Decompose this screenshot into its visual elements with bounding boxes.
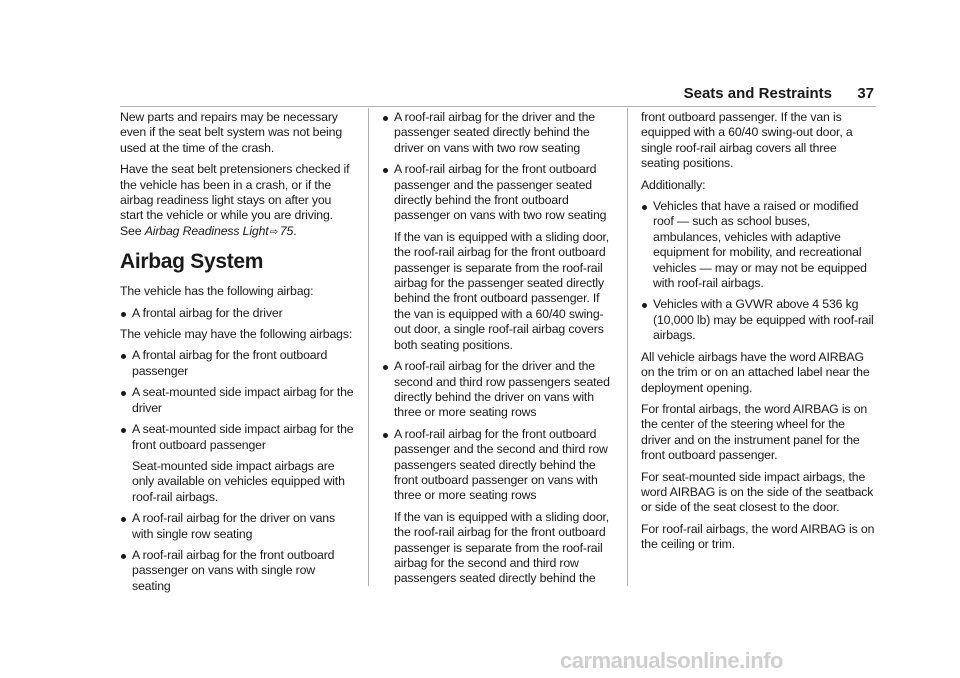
section-heading: Airbag System [120,250,264,274]
page-reference-icon: ⇨ [269,226,278,238]
page-header [683,85,876,105]
column-divider-1 [368,108,369,586]
watermark: carmanualsonline.info [560,648,783,673]
page-reference-number[interactable]: 75 [279,223,294,238]
paragraph: For frontal airbags, the word AIRBAG is on the center of the steering wheel for the driver and on the instrument panel for the front outboard passenger. [641,401,868,463]
bullet-list [120,348,355,452]
list-item-note: If the van is equipped with a sliding door, the roof-rail airbag for the front outboard passenger is separate from the roof-rail airbag for the second and third row passengers seated directly behind the [394,509,610,586]
cross-reference-link[interactable]: Airbag Readiness Light [144,223,269,238]
paragraph: Additionally: [641,177,706,192]
list-item: A roof-rail airbag for the driver and the passenger seated directly behind the driver on vans with two row seating [382,110,617,156]
column-1 [120,110,355,600]
paragraph: Have the seat belt pretensioners checked if the vehicle has been in a crash, or if the airbag readiness light stays on after you start the vehicle or while you are driving. See Airbag Readiness Light⇨ 75. [120,162,355,240]
list-item: A roof-rail airbag for the driver on vans with single row seating [120,511,355,542]
list-item: A roof-rail airbag for the front outboard passenger and the passenger seated directly behind the front outboard passenger on vans with two row seating [382,162,617,224]
column-2 [382,110,617,593]
header-rule [120,106,876,107]
paragraph: New parts and repairs may be necessary even if the seat belt system was not being used at the time of the crash. [120,110,343,155]
list-item: A seat-mounted side impact airbag for the driver [120,385,355,416]
list-item: A frontal airbag for the front outboard passenger [120,348,355,379]
list-item-note: Seat-mounted side impact airbags are only available on vehicles equipped with roof-rail airbags. [132,458,345,504]
bullet-list [641,199,876,344]
bullet-list [120,306,355,321]
bullet-list [382,359,617,504]
bullet-list [120,511,355,594]
paragraph: All vehicle airbags have the word AIRBAG on the trim or on an attached label near the deployment opening. [641,349,870,395]
section-title: Seats and Restraints [683,85,832,102]
bullet-list [382,110,617,224]
page-number: 37 [857,85,874,102]
list-item: A roof-rail airbag for the front outboard passenger on vans with single row seating [120,548,355,594]
list-item: A seat-mounted side impact airbag for the front outboard passenger [120,422,355,453]
list-item: Vehicles with a GVWR above 4 536 kg (10,000 lb) may be equipped with roof-rail airbags. [641,297,876,343]
paragraph: For roof-rail airbags, the word AIRBAG is on the ceiling or trim. [641,521,875,552]
paragraph: The vehicle may have the following airbags: [120,327,353,342]
list-item-note: If the van is equipped with a sliding door, the roof-rail airbag for the front outboard passenger is separate from the roof-rail airbag for the passenger seated directly behind the front outboard passenger. If the van is equipped with a 60/40 swing-out door, a single roof-rail airbag covers both seating positions. [394,229,610,352]
list-item: A frontal airbag for the driver [120,306,355,321]
list-item: A roof-rail airbag for the front outboard passenger and the second and third row passengers seated directly behind the front outboard passenger on vans with three or more seating rows [382,427,617,504]
list-item: A roof-rail airbag for the driver and the second and third row passengers seated directly behind the driver on vans with three or more seating rows [382,359,617,421]
list-item: Vehicles that have a raised or modified roof — such as school buses, ambulances, vehicles with adaptive equipment for mobility, and recreational vehicles — may or may not be equipped with roof-rail airbags. [641,199,876,291]
column-divider-2 [627,108,628,586]
column-3 [641,110,876,559]
list-item-note-continued: front outboard passenger. If the van is equipped with a 60/40 swing-out door, a single roof-rail airbag covers all three seating positions. [641,110,853,171]
paragraph: The vehicle has the following airbag: [120,284,314,299]
paragraph: For seat-mounted side impact airbags, the word AIRBAG is on the side of the seatback or side of the seat closest to the door. [641,469,874,515]
